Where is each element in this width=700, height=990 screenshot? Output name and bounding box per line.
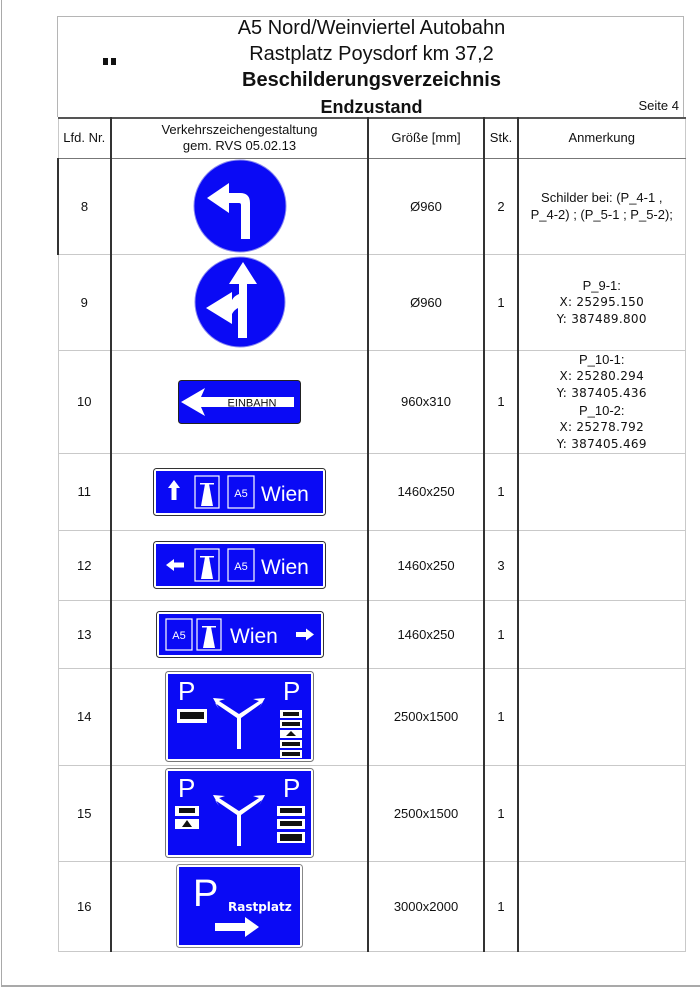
sign-cell [111, 668, 368, 765]
table-row [58, 530, 685, 600]
svg-text:Wien: Wien [261, 482, 309, 506]
table-row [58, 254, 685, 350]
row-nr: 12 [58, 530, 111, 600]
row-nr: 8 [58, 158, 111, 254]
svg-text:P: P [283, 773, 301, 803]
count-value: 1 [484, 254, 518, 350]
mandatory-straight-or-left-circle-icon [194, 256, 286, 348]
count-value: 1 [484, 350, 518, 453]
count-value: 1 [484, 668, 518, 765]
note-cell [518, 453, 685, 530]
svg-text:P: P [178, 773, 196, 803]
count-value: 1 [484, 765, 518, 861]
direction-straight-a5-wien-sign [153, 468, 326, 516]
page-number: Seite 4 [638, 98, 679, 113]
svg-text:Wien: Wien [229, 624, 278, 648]
coord-y: Y: 387405.469 [556, 436, 647, 451]
size-value: 960x310 [368, 350, 484, 453]
svg-text:A5: A5 [234, 487, 248, 500]
col-header-sign [111, 118, 368, 158]
count-value: 3 [484, 530, 518, 600]
row-nr: 13 [58, 600, 111, 668]
coord-y: Y: 387489.800 [556, 311, 647, 326]
sign-cell [111, 254, 368, 350]
size-value: 1460x250 [368, 600, 484, 668]
note-line: P_10-1: [578, 351, 625, 367]
note-line: Schilder bei: (P_4-1 , [541, 190, 663, 205]
svg-text:EINBAHN: EINBAHN [227, 397, 277, 409]
size-value: 3000x2000 [368, 861, 484, 951]
sign-table [57, 117, 686, 952]
svg-text:A5: A5 [234, 561, 248, 573]
count-value: 1 [484, 453, 518, 530]
row-nr: 11 [58, 453, 111, 530]
table-row [58, 453, 685, 530]
mandatory-turn-left-circle-icon [193, 159, 287, 253]
sign-cell [111, 350, 368, 453]
coord-x: X: 25280.294 [559, 368, 645, 383]
count-value: 1 [484, 861, 518, 951]
parking-rastplatz-right-sign [176, 864, 303, 948]
coord-y: Y: 387405.436 [556, 385, 647, 400]
parking-split-car-left-sign [165, 768, 314, 858]
table-header-row [58, 118, 685, 158]
note-cell [518, 530, 685, 600]
truck-icon [177, 709, 207, 723]
table-row [58, 861, 685, 951]
col-header-sign-line1: Verkehrszeichengestaltung [161, 122, 318, 138]
size-value: 2500x1500 [368, 668, 484, 765]
note-cell [518, 254, 685, 350]
one-way-left-sign [178, 380, 301, 424]
sign-cell [111, 765, 368, 861]
size-value: 1460x250 [368, 530, 484, 600]
note-cell [518, 350, 685, 453]
sign-cell [111, 600, 368, 668]
document-subtitle: Endzustand [320, 97, 423, 117]
sign-cell [111, 158, 368, 254]
svg-text:Wien: Wien [261, 556, 309, 579]
svg-text:P: P [193, 873, 219, 915]
parking-split-truck-left-sign [165, 671, 314, 762]
svg-text:P: P [283, 676, 301, 706]
col-header-size: Größe [mm] [368, 118, 484, 158]
svg-text:A5: A5 [171, 629, 186, 642]
size-value: Ø960 [368, 254, 484, 350]
table-row [58, 765, 685, 861]
col-header-count: Stk. [484, 118, 518, 158]
row-nr: 14 [58, 668, 111, 765]
sign-register-document [57, 16, 684, 948]
note-line: P_10-2: [578, 402, 625, 418]
count-value: 2 [484, 158, 518, 254]
vehicle-icons [277, 806, 305, 843]
document-title: Beschilderungsverzeichnis [242, 69, 501, 91]
note-line: P_9-1: [582, 277, 621, 293]
note-cell [518, 600, 685, 668]
row-nr: 15 [58, 765, 111, 861]
note-line: P_4-2) ; (P_5-1 ; P_5-2); [530, 207, 673, 222]
size-value: Ø960 [368, 158, 484, 254]
table-row [58, 668, 685, 765]
coord-x: X: 25295.150 [559, 294, 645, 309]
col-header-nr: Lfd. Nr. [58, 118, 111, 158]
direction-right-a5-wien-sign [156, 611, 324, 658]
size-value: 1460x250 [368, 453, 484, 530]
svg-text:P: P [178, 676, 196, 706]
size-value: 2500x1500 [368, 765, 484, 861]
sign-cell [111, 530, 368, 600]
note-cell [518, 158, 685, 254]
sign-cell [111, 861, 368, 951]
sign-cell [111, 453, 368, 530]
table-row [58, 158, 685, 254]
title-line-2: Rastplatz Poysdorf km 37,2 [249, 43, 494, 65]
row-nr: 10 [58, 350, 111, 453]
coord-x: X: 25278.792 [559, 419, 645, 434]
row-nr: 16 [58, 861, 111, 951]
title-line-1: A5 Nord/Weinviertel Autobahn [237, 17, 506, 39]
table-row [58, 350, 685, 453]
note-cell [518, 765, 685, 861]
direction-left-a5-wien-sign [153, 541, 326, 589]
col-header-note: Anmerkung [518, 118, 685, 158]
col-header-sign-line2: gem. RVS 05.02.13 [182, 138, 297, 154]
svg-text:Rastplatz: Rastplatz [228, 900, 292, 914]
count-value: 1 [484, 600, 518, 668]
title-block [57, 16, 684, 117]
note-cell [518, 861, 685, 951]
note-cell [518, 668, 685, 765]
table-row [58, 600, 685, 668]
row-nr: 9 [58, 254, 111, 350]
vehicle-icons [280, 710, 302, 758]
